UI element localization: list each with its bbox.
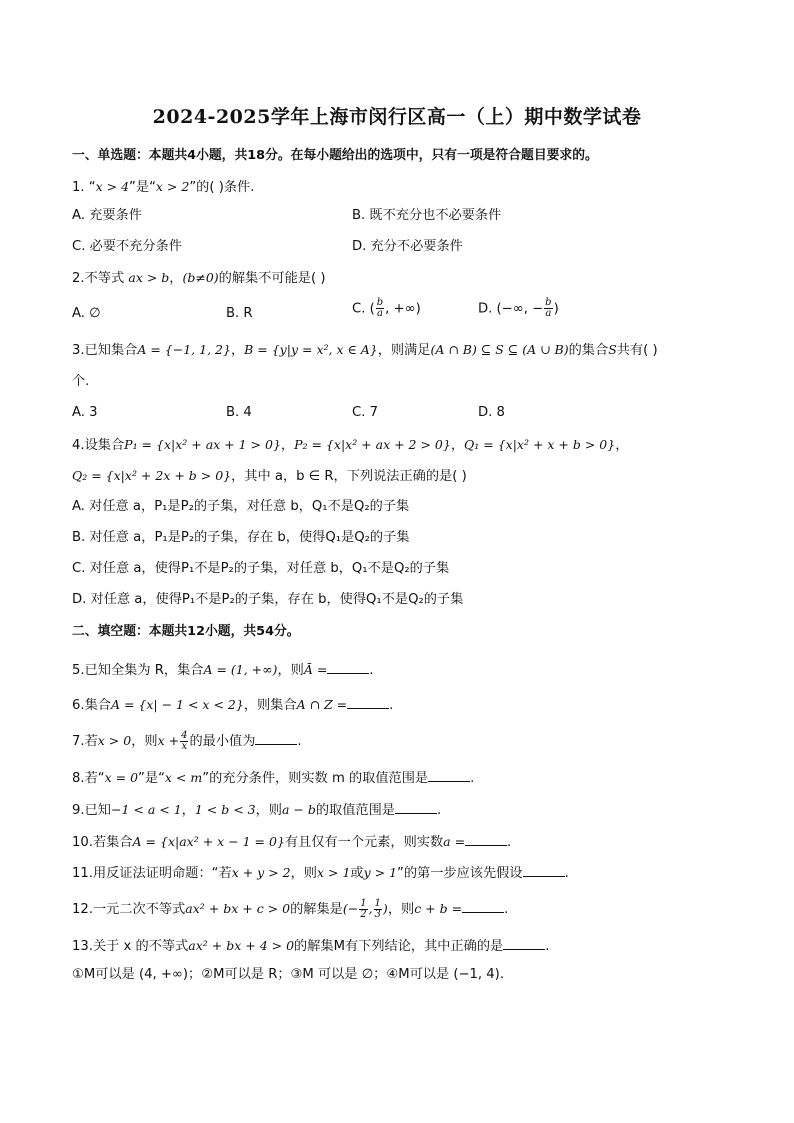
q8-math-b: x < m xyxy=(164,770,203,785)
q12-math-a: ax² + bx + c > 0 xyxy=(185,901,291,916)
q9-answer-blank[interactable] xyxy=(395,799,437,814)
q4-option-b: B. 对任意 a，P₁是P₂的子集，存在 b，使得Q₁是Q₂的子集 xyxy=(72,530,410,545)
q10-end: . xyxy=(507,835,512,850)
q8-text-a: 8.若“ xyxy=(72,771,105,786)
q6-text-b: ，则集合 xyxy=(243,698,297,713)
q3-text-e: 共有( ) xyxy=(616,343,658,358)
q4-option-c: C. 对任意 a，使得P₁不是P₂的子集，对任意 b，Q₁不是Q₂的子集 xyxy=(72,561,450,576)
q2-option-a: A. ∅ xyxy=(72,306,101,321)
q2-option-c-pre: C. ( xyxy=(352,301,375,317)
q10-answer-blank[interactable] xyxy=(465,831,507,846)
q3-continuation: 个. xyxy=(72,374,90,389)
q7-text-b: ，则 xyxy=(131,734,158,749)
q3-text-c: ，则满足 xyxy=(377,343,431,358)
q6-answer-blank[interactable] xyxy=(347,694,389,709)
q2-option-d-num: b xyxy=(545,297,552,308)
q12-text-c: ，则 xyxy=(387,902,415,917)
section2-suffix: 分。 xyxy=(273,624,300,639)
q3-text-b: ， xyxy=(230,343,245,358)
q12-text-a: 12.一元二次不等式 xyxy=(72,902,186,917)
q10-text-b: 有且仅有一个元素，则实数 xyxy=(284,835,444,850)
q2-option-c-den: a xyxy=(376,308,383,319)
q10-math-a: A = {x|ax² + x − 1 = 0} xyxy=(132,834,285,849)
q4-option-a: A. 对任意 a，P₁是P₂的子集，对任意 b，Q₁不是Q₂的子集 xyxy=(72,499,410,514)
q2-option-c-num: b xyxy=(376,297,384,308)
q7-text-a: 7.若 xyxy=(72,734,98,749)
q3-option-b: B. 4 xyxy=(226,405,252,420)
q1-option-b: B. 既不充分也不必要条件 xyxy=(352,208,502,223)
q9-math-b: 1 < b < 3 xyxy=(194,802,256,817)
q7-fraction xyxy=(180,731,188,752)
question-11 xyxy=(72,862,569,884)
q5-text-a: 5.已知全集为 R，集合 xyxy=(72,663,204,678)
q1-text-b: ”是“ xyxy=(129,180,156,195)
question-4-line2 xyxy=(72,466,467,487)
q4-math-b: P₂ = {x|x² + ax + 2 > 0} xyxy=(294,437,451,452)
q2-option-d-pre: D. (−∞, − xyxy=(478,301,544,317)
q2-option-b: B. R xyxy=(226,306,253,321)
q3-math-d: S xyxy=(608,342,617,357)
q1-text-a: 1. “ xyxy=(72,180,96,195)
q3-text-d: 的集合 xyxy=(568,343,609,358)
question-4: 4.设集合P₁ = {x|x² + ax + 1 > 0}，P₂ = {x|x² + ax + 2 > 0}，Q₁ = {x|x² + x + b > 0}， xyxy=(72,437,629,453)
q6-end: . xyxy=(389,698,394,713)
q11-text-c: 或 xyxy=(350,866,364,881)
q12-f2-num: 1 xyxy=(374,897,381,909)
q2-option-d-fraction xyxy=(544,298,552,319)
q11-end: . xyxy=(564,866,569,881)
section1-prefix: 一、单选题：本题共 xyxy=(72,148,188,163)
q9-text-c: ，则 xyxy=(255,803,282,818)
q3-option-c: C. 7 xyxy=(352,405,378,420)
q13-end: . xyxy=(545,939,550,954)
q3-math-b: B = {y|y = x², x ∈ A} xyxy=(244,342,378,357)
q5-math-a: A = (1, +∞) xyxy=(203,662,278,677)
q7-text-c: 的最小值为 xyxy=(189,734,256,749)
q13-text-b: 的解集M有下列结论，其中正确的是 xyxy=(294,939,504,954)
q12-f1-den: 2 xyxy=(360,908,367,920)
q4-math-d: Q₂ = {x|x² + 2x + b > 0} xyxy=(72,468,232,483)
q2-option-d-post: ) xyxy=(553,301,559,317)
q8-text-c: ”的充分条件，则实数 m 的取值范围是 xyxy=(202,771,429,786)
question-12 xyxy=(72,898,508,920)
q3-option-a: A. 3 xyxy=(72,405,98,420)
section2-score: 54 xyxy=(256,624,274,639)
q12-paren-close: ) xyxy=(382,901,388,916)
question-3 xyxy=(72,340,658,361)
q12-f1-num: 1 xyxy=(360,897,367,909)
question-7 xyxy=(72,730,302,752)
q13-answer-blank[interactable] xyxy=(503,935,545,950)
q13-text-a: 13.关于 x 的不等式 xyxy=(72,939,189,954)
q11-text-a: 11.用反证法证明命题：“若 xyxy=(72,866,232,881)
question-6 xyxy=(72,694,393,716)
q7-frac-den: x xyxy=(181,740,188,752)
q7-math-b: x + xyxy=(157,733,180,748)
q12-fraction-1 xyxy=(359,899,367,920)
q2-math-b: (b≠0) xyxy=(182,270,219,285)
q12-fraction-2 xyxy=(374,899,382,920)
q3-math-c: (A ∩ B) ⊆ S ⊆ (A ∪ B) xyxy=(430,342,569,357)
q9-end: . xyxy=(436,803,442,818)
section1-score: 18 xyxy=(247,148,266,163)
q1-option-d: D. 充分不必要条件 xyxy=(352,239,463,254)
q1-option-a: A. 充要条件 xyxy=(72,208,142,223)
q11-math-a: x + y > 2 xyxy=(231,865,291,880)
q5-math-b: Ā = xyxy=(303,662,328,677)
q1-option-c: C. 必要不充分条件 xyxy=(72,239,182,254)
q4-text-b: ，其中 a，b ∈ R，下列说法正确的是( ) xyxy=(231,469,467,484)
q2-option-c-post: , +∞) xyxy=(385,301,421,317)
q7-frac-num: 4 xyxy=(181,729,188,741)
page-title: 2024-2025学年上海市闵行区高一（上）期中数学试卷 xyxy=(152,106,642,128)
q9-math-c: a − b xyxy=(281,802,316,817)
q7-math-a: x > 0 xyxy=(97,733,132,748)
q1-math-b: x > 2 xyxy=(155,179,190,194)
q6-math-a: A = {x| − 1 < x < 2} xyxy=(110,697,244,712)
section1-mid: 小题，共 xyxy=(196,148,248,163)
q7-answer-blank[interactable] xyxy=(255,730,297,745)
q3-math-a: A = {−1, 1, 2} xyxy=(137,342,231,357)
question-13 xyxy=(72,935,549,957)
q12-f2-den: 3 xyxy=(374,908,381,920)
q4-option-d: D. 对任意 a，使得P₁不是P₂的子集，存在 b，使得Q₁不是Q₂的子集 xyxy=(72,592,464,607)
q9-text-d: 的取值范围是 xyxy=(315,803,395,818)
q2-text-b: ， xyxy=(169,271,183,286)
q11-answer-blank[interactable] xyxy=(523,862,565,877)
q2-option-c-fraction xyxy=(376,298,384,319)
question-1 xyxy=(72,177,254,198)
q2-text-c: 的解集不可能是( ) xyxy=(218,271,326,286)
q3-option-d: D. 8 xyxy=(478,405,505,420)
q5-answer-blank[interactable] xyxy=(327,659,369,674)
section2-count: 12 xyxy=(187,624,205,639)
q8-math-a: x = 0 xyxy=(104,770,139,785)
q9-math-a: −1 < a < 1 xyxy=(110,802,182,817)
q6-text-a: 6.集合 xyxy=(72,698,111,713)
section1-suffix: 分。在每小题给出的选项中，只有一项是符合题目要求的。 xyxy=(265,148,598,163)
section2-header xyxy=(72,622,300,642)
q13-statements: ①M可以是 (4, +∞)；②M可以是 R；③M 可以是 ∅；④M可以是 (−1, 4). xyxy=(72,967,505,982)
q11-math-c: y > 1 xyxy=(363,865,398,880)
q8-answer-blank[interactable] xyxy=(428,767,470,782)
q11-text-d: ”的第一步应该先假设 xyxy=(397,866,523,881)
q2-math-a: ax > b xyxy=(128,270,170,285)
question-10 xyxy=(72,831,511,853)
question-9 xyxy=(72,799,441,821)
q12-math-c: c + b = xyxy=(414,901,463,916)
q5-text-b: ，则 xyxy=(277,663,304,678)
q9-text-b: ， xyxy=(181,803,195,818)
q12-answer-blank[interactable] xyxy=(462,898,504,913)
q4-math-c: Q₁ = {x|x² + x + b > 0} xyxy=(464,437,616,452)
q12-comma: , xyxy=(368,901,373,916)
q11-text-b: ，则 xyxy=(290,866,317,881)
q5-end: . xyxy=(369,663,374,678)
q2-option-c xyxy=(352,298,421,320)
section2-mid: 小题，共 xyxy=(204,624,257,639)
question-5 xyxy=(72,659,374,681)
q1-math-a: x > 4 xyxy=(95,179,130,194)
q10-math-b: a = xyxy=(443,834,466,849)
section1-count: 4 xyxy=(187,148,197,163)
q1-text-c: ”的( )条件. xyxy=(189,180,255,195)
q4-math-a: P₁ = {x|x² + ax + 1 > 0} xyxy=(124,437,281,452)
q11-math-b: x > 1 xyxy=(316,865,351,880)
section1-header xyxy=(72,146,598,166)
question-8 xyxy=(72,767,474,789)
q12-text-b: 的解集是 xyxy=(290,902,343,917)
q6-math-b: A ∩ Z = xyxy=(296,697,348,712)
section2-prefix: 二、填空题：本题共 xyxy=(72,624,188,639)
question-2 xyxy=(72,268,325,289)
q2-text-a: 2.不等式 xyxy=(72,271,125,286)
q12-paren-open: (− xyxy=(342,901,359,916)
q4-text-a: 4.设集合 xyxy=(72,438,125,453)
q8-end: . xyxy=(470,771,475,786)
q2-option-d-den: a xyxy=(545,308,552,319)
q10-text-a: 10.若集合 xyxy=(72,835,133,850)
q12-end: . xyxy=(504,902,509,917)
q2-option-d xyxy=(478,298,559,320)
q13-math-a: ax² + bx + 4 > 0 xyxy=(188,938,295,953)
q8-text-b: ”是“ xyxy=(138,771,165,786)
q7-end: . xyxy=(297,734,302,749)
q9-text-a: 9.已知 xyxy=(72,803,111,818)
q3-text-a: 3.已知集合 xyxy=(72,343,138,358)
